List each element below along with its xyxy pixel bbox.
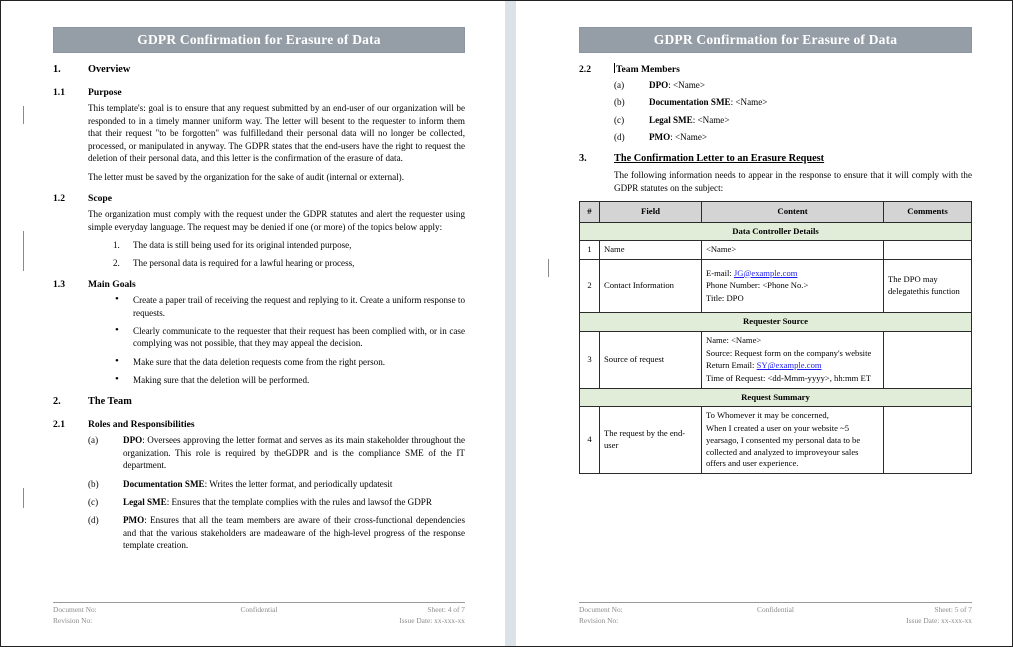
table-cell-number: 1 (580, 241, 600, 260)
content-line: Phone Number: <Phone No.> (706, 280, 809, 291)
table-cell-content (702, 407, 884, 473)
list-item-text: Making sure that the deletion will be performed. (133, 375, 310, 386)
change-bar (23, 231, 24, 271)
list-item (614, 96, 972, 108)
list-item-text: Documentation SME: Writes the letter format, and periodically updatesit (123, 478, 393, 489)
table-cell-number: 2 (580, 260, 600, 313)
table-header (580, 201, 972, 222)
page-header-banner (53, 27, 465, 53)
list-item-text: Create a paper trail of receiving the request and replying to it. Create a uniform response to requests. (133, 295, 465, 318)
heading-team-members (579, 63, 972, 76)
table-row (580, 331, 972, 388)
heading-text: The Confirmation Letter to an Erasure Request (614, 153, 825, 165)
table-cell-comments (884, 331, 972, 388)
table-row (580, 407, 972, 473)
text-caret (614, 63, 615, 73)
list-item-text: PMO: Ensures that all the team members are aware of their cross-functional dependencies and that the various stakeholders are madeaware of the high-level progress of the response template creation. (123, 515, 465, 550)
heading-scope (53, 192, 465, 205)
heading-roles-responsibilities (53, 418, 465, 431)
footer-confidential: Confidential (240, 605, 278, 615)
scope-paragraph: The organization must comply with the request under the GDPR statutes and alert the requester using simple everyday language. The request may be denied if one (or more) of the topics below apply: (88, 209, 465, 232)
list-marker: 1. (113, 240, 120, 251)
table-cell-comments (884, 241, 972, 260)
table-column-header: # (580, 201, 600, 222)
list-item (88, 257, 465, 269)
content-line: Title: DPO (706, 292, 744, 303)
list-item (88, 239, 465, 251)
heading-main-goals (53, 278, 465, 291)
banner-title: GDPR Confirmation for Erasure of Data (653, 32, 898, 47)
footer-revision-no: Revision No: (53, 615, 93, 625)
content-line: <Name> (706, 244, 737, 255)
email-link[interactable]: SY@example.com (756, 360, 822, 371)
bullet-icon: • (115, 354, 119, 367)
list-item (88, 434, 465, 471)
table-section-label: Data Controller Details (580, 222, 972, 241)
heading-number: 1.3 (53, 279, 65, 291)
footer-document-no: Document No: (53, 605, 97, 615)
change-bar (548, 259, 549, 277)
table-section-row (580, 222, 972, 241)
confirmation-intro-paragraph: The following information needs to appear in the response to ensure that it will comply with the GDPR statutes on the subject: (614, 170, 972, 194)
footer-sheet: Sheet: 5 of 7 (934, 605, 972, 615)
footer-issue-date: Issue Date: xx-xxx-xx (906, 615, 972, 625)
footer-document-no: Document No: (579, 605, 623, 615)
bullet-icon: • (115, 293, 119, 306)
list-marker: (c) (614, 114, 625, 125)
page-footer-left (53, 602, 465, 626)
list-marker: (b) (614, 97, 625, 108)
table-column-header: Comments (884, 201, 972, 222)
list-item-text: Make sure that the data deletion requests come from the right person. (133, 356, 386, 367)
heading-overview (53, 63, 465, 77)
table-cell-number: 3 (580, 331, 600, 388)
table-row (580, 260, 972, 313)
confirmation-letter-table (579, 201, 972, 474)
table-section-label: Requester Source (580, 313, 972, 332)
table-cell-content (702, 241, 884, 260)
content-line: Time of Request: <dd-Mmm-yyyy>, hh:mm ET (706, 372, 872, 383)
table-header-row (580, 201, 972, 222)
list-item (88, 325, 465, 350)
heading-text: Team Members (616, 64, 680, 75)
email-link[interactable]: JG@example.com (733, 267, 798, 278)
role-name: PMO (123, 515, 145, 526)
page-footer-right (579, 602, 972, 626)
role-name: Legal SME (123, 496, 167, 507)
page-gutter (505, 1, 516, 646)
role-name: Documentation SME (123, 478, 205, 489)
list-item (614, 131, 972, 143)
page-left (1, 1, 505, 646)
scope-numbered-list (88, 239, 465, 269)
left-page-content (53, 63, 465, 557)
list-item-text: Legal SME: <Name> (649, 114, 730, 125)
footer-revision-no: Revision No: (579, 615, 619, 625)
content-line: Return Email: SY@example.com (706, 360, 822, 371)
table-column-header: Content (702, 201, 884, 222)
role-name: Legal SME (649, 114, 693, 125)
list-item (88, 356, 465, 368)
heading-number: 2.2 (579, 64, 591, 75)
heading-number: 1. (53, 64, 61, 75)
list-marker: (c) (88, 496, 99, 507)
table-cell-content (702, 331, 884, 388)
table-cell-comments (884, 407, 972, 473)
list-item (614, 114, 972, 126)
list-item-text: The data is still being used for its original intended purpose, (133, 240, 352, 251)
table-section-label: Request Summary (580, 388, 972, 407)
heading-text: Scope (88, 193, 112, 205)
list-item (88, 374, 465, 386)
list-marker: (d) (614, 132, 625, 143)
heading-number: 2. (53, 396, 61, 408)
table-cell-field: Source of request (600, 331, 702, 388)
content-line: E-mail: JG@example.com (706, 267, 798, 278)
content-line: When I created a user on your website ~5 yearsago, I consented my personal data to be collected and analyzed to improveyour sales offers and user experience. (706, 423, 861, 469)
list-item (614, 79, 972, 91)
bullet-icon: • (115, 373, 119, 386)
heading-text: Main Goals (88, 279, 136, 291)
table-section-row (580, 388, 972, 407)
table-cell-field: Contact Information (600, 260, 702, 313)
team-members-lettered-list (614, 79, 972, 143)
role-name: Documentation SME (649, 97, 731, 108)
heading-text: The Team (88, 396, 132, 408)
heading-confirmation-letter (579, 152, 972, 166)
content-line: To Whomever it may be concerned, (706, 410, 829, 421)
list-item (88, 496, 465, 508)
list-item-text: Documentation SME: <Name> (649, 97, 768, 108)
list-item-text: Clearly communicate to the requester that their request has been complied with, or in case complying was not possible, that they may appeal the decision. (133, 325, 465, 349)
list-item (88, 294, 465, 319)
heading-number: 1.1 (53, 87, 65, 98)
list-marker: (a) (614, 80, 625, 91)
list-item-text: The personal data is required for a lawful hearing or process, (133, 257, 355, 268)
purpose-paragraph-2: The letter must be saved by the organization for the sake of audit (internal or external). (88, 171, 404, 182)
roles-lettered-list (88, 434, 465, 551)
heading-number: 2.1 (53, 419, 65, 431)
content-line: Name: <Name> (706, 334, 762, 345)
list-item-text: DPO: <Name> (649, 80, 705, 91)
page-header-banner (579, 27, 972, 53)
list-item (88, 514, 465, 551)
footer-issue-date: Issue Date: xx-xxx-xx (399, 615, 465, 625)
heading-purpose (53, 86, 465, 99)
list-item (88, 478, 465, 490)
change-bar (23, 106, 24, 124)
table-cell-comments: The DPO may delegatethis function (884, 260, 972, 313)
heading-text: Roles and Responsibilities (88, 419, 195, 431)
table-cell-content (702, 260, 884, 313)
change-bar (23, 488, 24, 508)
role-name: DPO (649, 80, 669, 91)
table-section-row (580, 313, 972, 332)
page-right (516, 1, 1012, 646)
list-marker: (b) (88, 478, 99, 489)
table-cell-number: 4 (580, 407, 600, 473)
table-cell-field: The request by the end-user (600, 407, 702, 473)
table-column-header: Field (600, 201, 702, 222)
list-item-text: DPO: Oversees approving the letter format and serves as its main stakeholder throughout the organization. This role is required by theGDPR and is the compliance SME of the IT department. (123, 435, 465, 471)
bullet-icon: • (115, 323, 119, 336)
heading-text: Overview (88, 64, 131, 75)
role-name: PMO (649, 132, 671, 143)
table-cell-field: Name (600, 241, 702, 260)
list-marker: (a) (88, 435, 99, 446)
banner-title: GDPR Confirmation for Erasure of Data (137, 32, 381, 47)
content-line: Source: Request form on the company's website (706, 347, 872, 358)
role-name: DPO (123, 435, 143, 446)
list-marker: 2. (113, 257, 120, 268)
table-row (580, 241, 972, 260)
list-item-text: PMO: <Name> (649, 132, 707, 143)
heading-the-team (53, 395, 465, 409)
footer-confidential: Confidential (757, 605, 794, 615)
main-goals-bullet-list (88, 294, 465, 386)
purpose-paragraph-1: This template's: goal is to ensure that any request submitted by an end-user of our organization will be responded to in a timely manner uniform way. The letter will besent to the requester to inform them that their request "to be forgotten" was fulfilledand their personal data will no longer be collected, processed, or manipulated in anyway. The GDPR states that the end-users have the right to request the deletion of their personal data, and this letter is the confirmation of the erasure of data. (88, 103, 465, 164)
list-item-text: Legal SME: Ensures that the template complies with the rules and lawsof the GDPR (123, 496, 432, 507)
heading-text: Purpose (88, 87, 122, 98)
table-body (580, 222, 972, 473)
heading-number: 1.2 (53, 193, 65, 205)
list-marker: (d) (88, 515, 99, 526)
heading-number: 3. (579, 153, 587, 165)
footer-sheet: Sheet: 4 of 7 (427, 605, 465, 615)
right-page-content (579, 63, 972, 474)
